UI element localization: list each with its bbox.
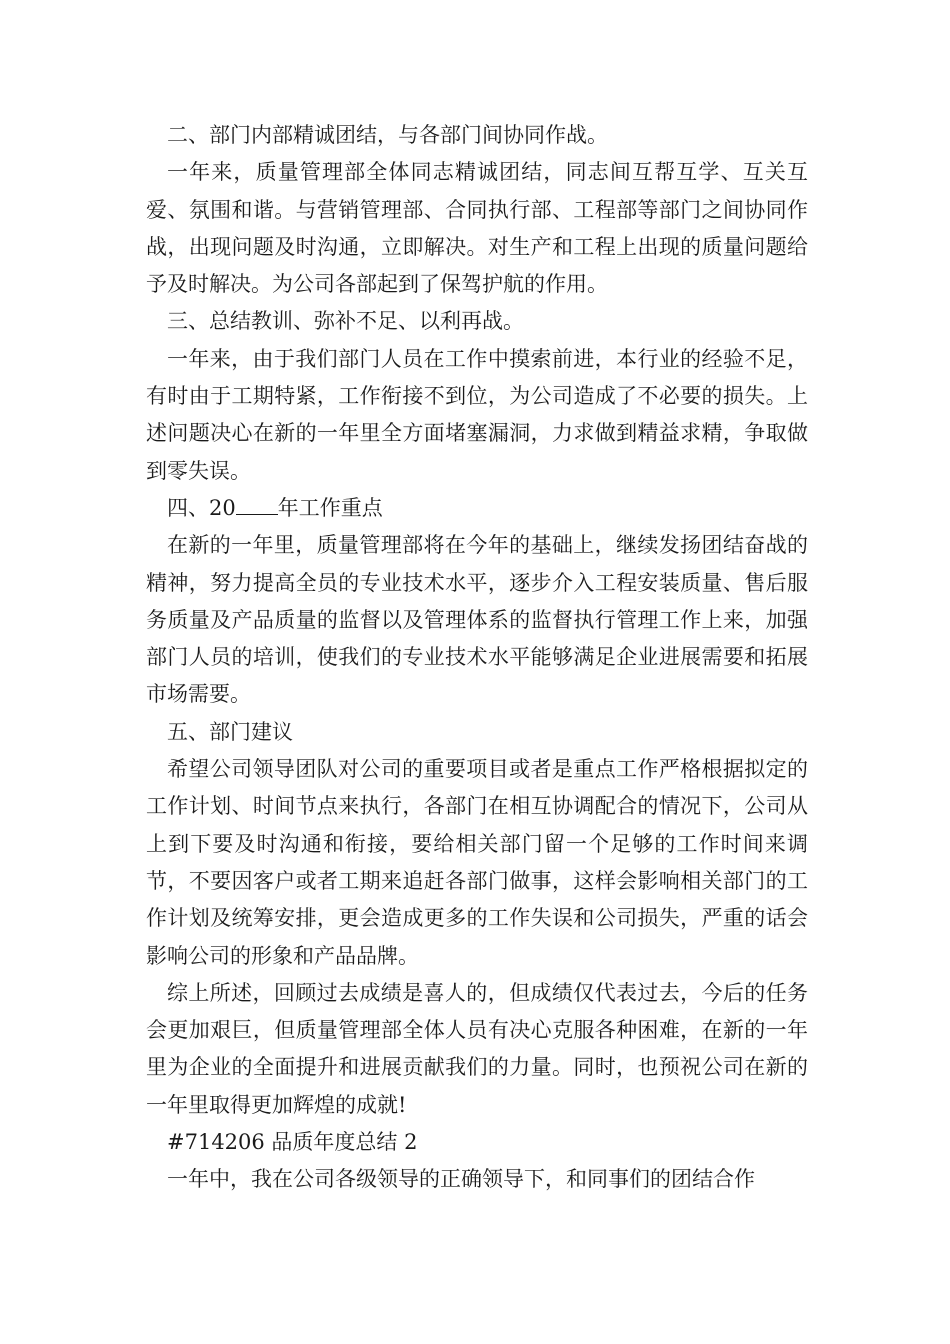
- heading-4-suffix: 年工作重点: [277, 495, 383, 520]
- section-heading-5: 五、部门建议: [167, 719, 293, 744]
- paragraph-lessons: 一年来，由于我们部门人员在工作中摸索前进，本行业的经验不足，有时由于工期特紧，工作衔接不到位，为公司造成了不必要的损失。上述问题决心在新的一年里全方面堵塞漏洞，力求做到精益求精，争取做到零失误。: [146, 346, 808, 483]
- year-blank: [236, 496, 278, 515]
- section-heading-4: [146, 490, 808, 527]
- paragraph-summary: 综上所述，回顾过去成绩是喜人的，但成绩仅代表过去，今后的任务会更加艰巨，但质量管理部全体人员有决心克服各种困难，在新的一年里为企业的全面提升和进展贡献我们的力量。同时，也预祝公司在新的一年里取得更加辉煌的成就!: [146, 980, 808, 1117]
- heading-4-prefix: 四、20: [167, 495, 236, 520]
- paragraph-suggestions: 希望公司领导团队对公司的重要项目或者是重点工作严格根据拟定的工作计划、时间节点来执行，各部门在相互协调配合的情况下，公司从上到下要及时沟通和衔接，要给相关部门留一个足够的工作时间来调节，不要因客户或者工期来追赶各部门做事，这样会影响相关部门的工作计划及统筹安排，更会造成更多的工作失误和公司损失，严重的话会影响公司的形象和产品品牌。: [146, 757, 808, 968]
- section-heading-2: 二、部门内部精诚团结，与各部门间协同作战。: [167, 123, 608, 147]
- document-body: [146, 117, 808, 1199]
- paragraph-cooperation: 一年来，质量管理部全体同志精诚团结，同志间互帮互学、互关互爱、氛围和谐。与营销管理部、合同执行部、工程部等部门之间协同作战，出现问题及时沟通，立即解决。对生产和工程上出现的质量问题给予及时解决。为公司各部起到了保驾护航的作用。: [146, 160, 808, 297]
- section-heading-3: 三、总结教训、弥补不足、以利再战。: [167, 309, 524, 334]
- paragraph-work-focus: 在新的一年里，质量管理部将在今年的基础上，继续发扬团结奋战的精神，努力提高全员的专业技术水平，逐步介入工程安装质量、售后服务质量及产品质量的监督以及管理体系的监督执行管理工作上来，加强部门人员的培训，使我们的专业技术水平能够满足企业进展需要和拓展市场需要。: [146, 533, 808, 707]
- paragraph-opening: 一年中，我在公司各级领导的正确领导下，和同事们的团结合作: [167, 1167, 755, 1192]
- document-section-title: #714206 品质年度总结 2: [167, 1130, 418, 1155]
